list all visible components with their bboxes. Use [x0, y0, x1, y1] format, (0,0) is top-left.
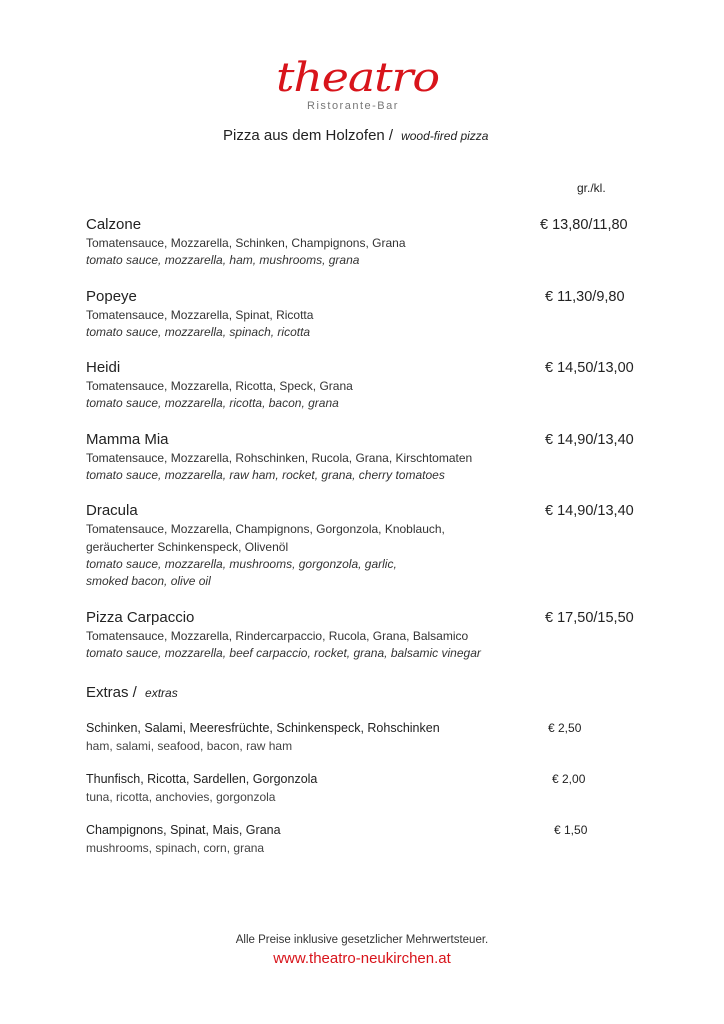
pizza-name: Heidi [86, 359, 121, 376]
pizza-desc-en [86, 467, 445, 484]
pizza-desc-en-text: smoked bacon, olive oil [86, 574, 211, 588]
pizza-desc-en [86, 252, 359, 269]
extras-heading [86, 684, 178, 702]
pizza-desc-en-text: tomato sauce, mozzarella, raw ham, rocket, grana, cherry tomatoes [86, 468, 445, 482]
extra-price: € 2,00 [552, 772, 586, 786]
extra-desc-en: mushrooms, spinach, corn, grana [86, 841, 265, 855]
extra-name: Thunfisch, Ricotta, Sardellen, Gorgonzola [86, 772, 318, 786]
pizza-name: Popeye [86, 288, 137, 305]
theatro-logo: theatro [276, 55, 439, 101]
pizza-desc-en-text: tomato sauce, mozzarella, mushrooms, gorgonzola, garlic, [86, 557, 397, 571]
pizza-desc-en-text: tomato sauce, mozzarella, ham, mushrooms, grana [86, 253, 360, 267]
pizza-desc-de: Tomatensauce, Mozzarella, Champignons, Gorgonzola, Knoblauch, [86, 522, 445, 536]
pizza-price: € 14,90/13,40 [545, 432, 634, 448]
heading-de: Pizza aus dem Holzofen / [223, 127, 394, 144]
pizza-price: € 17,50/15,50 [545, 610, 634, 626]
pizza-price: € 14,90/13,40 [545, 503, 634, 519]
pizza-desc-de: Tomatensauce, Mozzarella, Spinat, Ricotta [86, 308, 314, 322]
extra-name: Champignons, Spinat, Mais, Grana [86, 823, 281, 837]
pizza-price: € 14,50/13,00 [545, 360, 634, 376]
extra-desc-en: tuna, ricotta, anchovies, gorgonzola [86, 790, 276, 804]
pizza-name: Calzone [86, 216, 142, 233]
pizza-price: € 13,80/11,80 [540, 217, 628, 233]
pizza-desc-en-text: tomato sauce, mozzarella, ricotta, bacon, grana [86, 396, 339, 410]
tax-note: Alle Preise inklusive gesetzlicher Mehrwertsteuer. [235, 934, 489, 946]
extra-desc-en: ham, salami, seafood, bacon, raw ham [86, 739, 293, 753]
pizza-desc-en [86, 573, 211, 590]
pizza-desc-en-text: tomato sauce, mozzarella, spinach, ricotta [86, 325, 311, 339]
extras-heading-de: Extras / [86, 684, 137, 701]
extras-heading-en: extras [145, 686, 178, 700]
extra-price: € 2,50 [548, 721, 582, 735]
pizza-desc-de: Tomatensauce, Mozzarella, Rohschinken, Rucola, Grana, Kirschtomaten [86, 451, 473, 465]
pizza-price: € 11,30/9,80 [545, 289, 625, 305]
pizza-name: Pizza Carpaccio [86, 609, 195, 626]
pizza-desc-de: Tomatensauce, Mozzarella, Schinken, Champignons, Grana [86, 236, 406, 250]
extra-price: € 1,50 [554, 823, 588, 837]
pizza-name: Dracula [86, 502, 138, 519]
extra-name: Schinken, Salami, Meeresfrüchte, Schinkenspeck, Rohschinken [86, 721, 440, 735]
pizza-desc-en [86, 556, 397, 573]
logo-subtitle: Ristorante-Bar [307, 100, 399, 112]
website-link[interactable]: www.theatro-neukirchen.at [273, 950, 451, 967]
pizza-desc-en-text: tomato sauce, mozzarella, beef carpaccio, rocket, grana, balsamic vinegar [86, 646, 481, 660]
pizza-desc-en [86, 395, 339, 412]
pizza-desc-en [86, 645, 481, 662]
pizza-desc-de: geräucherter Schinkenspeck, Olivenöl [86, 540, 289, 554]
pizza-desc-de: Tomatensauce, Mozzarella, Rindercarpaccio, Rucola, Grana, Balsamico [86, 629, 469, 643]
section-heading [223, 127, 488, 144]
pizza-desc-de: Tomatensauce, Mozzarella, Ricotta, Speck, Grana [86, 379, 353, 393]
pizza-desc-en [86, 324, 310, 341]
pizza-name: Mamma Mia [86, 431, 169, 448]
size-label: gr./kl. [577, 181, 606, 195]
heading-en: wood-fired pizza [401, 129, 489, 143]
